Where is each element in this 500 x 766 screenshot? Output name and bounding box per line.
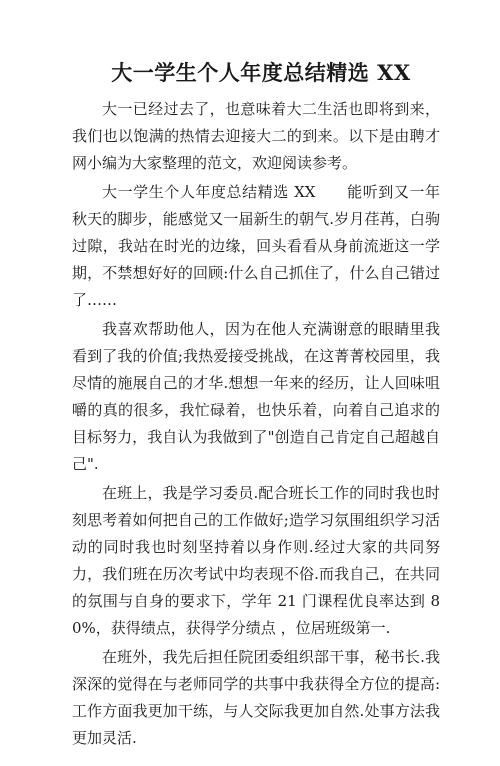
document-body <box>72 96 440 752</box>
paragraph-study-committee: 在班上，我是学习委员.配合班长工作的同时我也时刻思考着如何把自己的工作做好;造学习氛围组织学习活动的同时我也时刻坚持着以身作则.经过大家的共同努力，我们班在历次考试中均表现不俗.而我自己，在共同的氛围与自身的要求下，学年 21 门课程优良率达到 80%，获得绩点，获得学分绩点 ，位居班级第一. <box>72 484 440 637</box>
document-title: 大一学生个人年度总结精选 XX <box>111 60 411 85</box>
paragraph-helping-others: 我喜欢帮助他人，因为在他人充满谢意的眼睛里我看到了我的价值;我热爱接受挑战，在这菁菁校园里，我尽情的施展自己的才华.想想一年来的经历，让人回味咀嚼的真的很多，我忙碌着，也快乐着，向着自己追求的目标努力，我自认为我做到了"创造自己肯定自己超越自己". <box>72 320 440 473</box>
paragraph-extracurricular: 在班外，我先后担任院团委组织部干事，秘书长.我深深的觉得在与老师同学的共事中我获得全方位的提高:工作方面我更加干练，与人交际我更加自然.处事方法我更加灵活. <box>72 648 440 747</box>
paragraph-intro: 大一已经过去了，也意味着大二生活也即将到来，我们也以饱满的热情去迎接大二的到来。以下是由聘才网小编为大家整理的范文，欢迎阅读参考。 <box>72 100 440 172</box>
paragraph-opening: 大一学生个人年度总结精选 XX 能听到又一年秋天的脚步，能感觉又一届新生的朝气.岁月荏苒，白驹过隙，我站在时光的边缘，回头看看从身前流逝这一学期，不禁想好好的回顾:什么自己抓住了，什么自己错过了…… <box>72 183 440 309</box>
document-page <box>0 58 500 766</box>
